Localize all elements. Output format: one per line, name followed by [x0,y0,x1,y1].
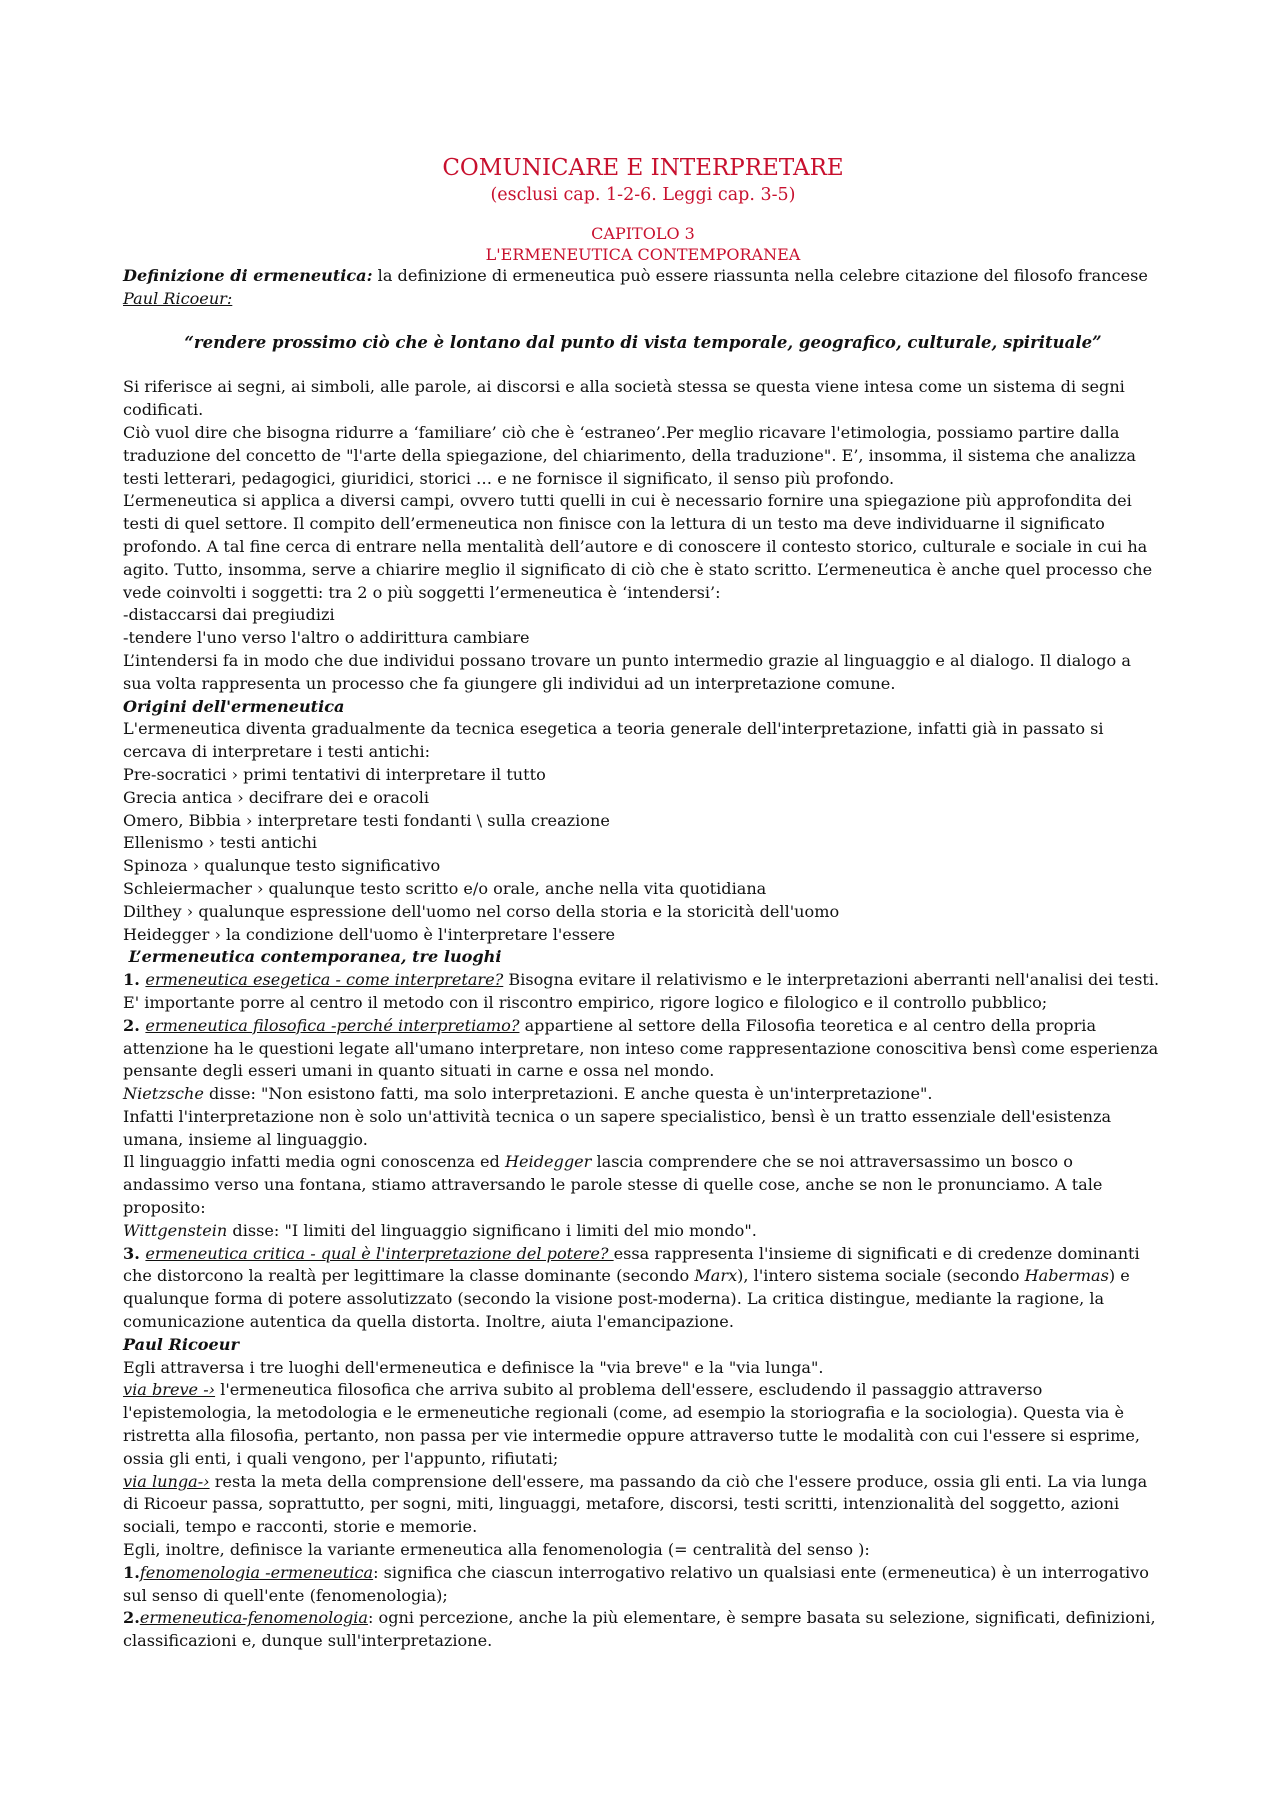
intro-paragraph-3: L’ermeneutica si applica a diversi campi, ovvero tutti quelli in cui è necessario fornire una spiegazione più approfondita dei testi di quel settore. Il compito dell’ermeneutica non finisce con la lettura di un testo ma deve individuarne il significato profondo. A tal fine cerca di entrare nella mentalità dell’autore e di conoscere il contesto storico, culturale e sociale in cui ha agito. Tutto, insomma, serve a chiarire meglio il significato di ciò che è stato scritto. L’ermeneutica è anche quel processo che vede coinvolti i soggetti: tra 2 o più soggetti l’ermeneutica è ‘intendersi’: [123,491,1153,602]
intro-dash-item: -tendere l'uno verso l'altro o addirittura cambiare [123,628,530,648]
wittgenstein-text: disse: "I limiti del linguaggio significano i limiti del mio mondo". [227,1220,757,1240]
via-breve-label: via breve -› [123,1380,216,1400]
chapter-title: L'ERMENEUTICA CONTEMPORANEA [485,245,801,264]
nietzsche-text: disse: "Non esistono fatti, ma solo interpretazioni. E anche questa è un'interpretazione". [203,1084,933,1104]
language-text-a: Il linguaggio infatti media ogni conoscenza ed [123,1152,505,1172]
wittgenstein-name: Wittgenstein [123,1220,228,1240]
document-title: COMUNICARE E INTERPRETARE [442,155,844,181]
ricoeur-quote: “rendere prossimo ciò che è lontano dal punto di vista temporale, geografico, culturale, spirituale” [184,332,1102,352]
via-lunga-paragraph [123,1471,1163,1539]
place-2-paragraph [123,1015,1163,1083]
fenomenologia-2-paragraph [123,1607,1163,1653]
place-2-label: ermeneutica filosofica -perché interpretiamo? [145,1015,520,1035]
origins-heading: Origini dell'ermeneutica [123,696,345,716]
origins-item: Schleiermacher › qualunque testo scritto e/o orale, anche nella vita quotidiana [123,878,767,898]
place-1-paragraph [123,969,1163,1015]
origins-item: Ellenismo › testi antichi [123,833,318,853]
fenomenologia-1-paragraph [123,1562,1163,1608]
intro-dash-item: -distaccarsi dai pregiudizi [123,605,335,625]
place-3-text-c: ) e qualunque forma di potere assolutizzato (secondo la visione post-moderna). La critica distingue, mediante la ragione, la comunicazione autentica da quella distorta. Inoltre, aiuta l'emancipazione. [123,1266,1130,1332]
language-text-b: lascia comprendere che se noi attraversassimo un bosco o andassimo verso una fontana, stiamo attraversando le parole stesse di quelle cose, anche se non le pronunciamo. A tale proposito: [123,1152,1103,1218]
via-breve-paragraph [123,1379,1163,1470]
via-breve-text: l'ermeneutica filosofica che arriva subito al problema dell'essere, escludendo il passaggio attraverso l'epistemologia, la metodologia e le ermeneutiche regionali (come, ad esempio la storiografia e la sociologia). Questa via è ristretta alla filosofia, pertanto, non passa per vie intermedie oppure attraverso tutte le modalità con cui l'essere si esprime, ossia gli enti, i quali vengono, per l'appunto, rifiutati; [123,1380,1141,1468]
fenomenologia-2-label: ermeneutica-fenomenologia [139,1608,368,1628]
origins-list [123,764,1163,946]
origins-item: Dilthey › qualunque espressione dell'uomo nel corso della storia e la storicità dell'uomo [123,901,840,921]
wittgenstein-paragraph [123,1220,1163,1243]
ricoeur-paragraph-1: Egli attraversa i tre luoghi dell'ermeneutica e definisce la "via breve" e la "via lunga". [123,1357,824,1377]
intro-paragraph-1: Si riferisce ai segni, ai simboli, alle parole, ai discorsi e alla società stessa se questa viene intesa come un sistema di segni codificati. [123,377,1125,420]
place-3-text-a: essa rappresenta l'insieme di significati e di credenze dominanti che distorcono la realtà per legittimare la classe dominante (secondo [123,1243,1140,1286]
fenomenologia-2-text: : ogni percezione, anche la più elementare, è sempre basata su selezione, significati, definizioni, classificazioni e, dunque sull'interpretazione. [123,1608,1156,1651]
infatti-paragraph: Infatti l'interpretazione non è solo un'attività tecnica o un sapere specialistico, bensì è un tratto essenziale dell'esistenza umana, insieme al linguaggio. [123,1106,1112,1149]
habermas-name: Habermas [1024,1266,1109,1286]
origins-text: L'ermeneutica diventa gradualmente da tecnica esegetica a teoria generale dell'interpretazione, infatti già in passato si cercava di interpretare i testi antichi: [123,719,1104,762]
chapter-number: CAPITOLO 3 [591,224,695,243]
origins-item: Spinoza › qualunque testo significativo [123,856,441,876]
intro-paragraph-4: L’intendersi fa in modo che due individui possano trovare un punto intermedio grazie al linguaggio e al dialogo. Il dialogo a sua volta rappresenta un processo che fa giungere gli individui ad un interpretazione comune. [123,650,1131,693]
nietzsche-name: Nietzsche [123,1084,204,1104]
place-2-text: appartiene al settore della Filosofia teoretica e al centro della propria attenzione ha le questioni legate all'umano interpretare, non inteso come rappresentazione conoscitiva bensì come esperienza pensante degli esseri umani in quanto situati in carne e ossa nel mondo. [123,1015,1159,1081]
definition-text: la definizione di ermeneutica può essere riassunta nella celebre citazione del filosofo francese [372,266,1148,285]
place-3-text-b: ), l'intero sistema sociale (secondo [737,1266,1025,1286]
fenomenologia-2-number: 2. [123,1608,140,1628]
language-paragraph [123,1151,1163,1219]
definition-paragraph [123,265,1163,311]
origins-item: Grecia antica › decifrare dei e oracoli [123,787,430,807]
origins-item: Pre-socratici › primi tentativi di interpretare il tutto [123,764,546,784]
place-1-number: 1. [123,970,146,990]
fenomenologia-1-text: : significa che ciascun interrogativo relativo un qualsiasi ente (ermeneutica) è un interrogativo sul senso di quell'ente (fenomenologia); [123,1562,1149,1605]
origins-item: Omero, Bibbia › interpretare testi fondanti \ sulla creazione [123,810,610,830]
ricoeur-paragraph-2: Egli, inoltre, definisce la variante ermeneutica alla fenomenologia (= centralità del senso ): [123,1540,870,1560]
definition-label: Definizione di ermeneutica: [123,266,373,285]
ricoeur-heading: Paul Ricoeur [123,1334,239,1354]
place-2-number: 2. [123,1015,146,1035]
via-lunga-text: resta la meta della comprensione dell'essere, ma passando da ciò che l'essere produce, ossia gli enti. La via lunga di Ricoeur passa, soprattutto, per sogni, miti, linguaggi, metafore, discorsi, testi scritti, intenzionalità del soggetto, azioni sociali, tempo e racconti, storie e memorie. [123,1471,1148,1537]
place-3-paragraph [123,1243,1163,1334]
place-1-label: ermeneutica esegetica - come interpretare? [145,970,504,990]
origins-item: Heidegger › la condizione dell'uomo è l'interpretare l'essere [123,924,616,944]
fenomenologia-1-number: 1. [123,1562,140,1582]
heidegger-name: Heidegger [504,1152,592,1172]
definition-author: Paul Ricoeur: [123,288,233,308]
intro-paragraph-2: Ciò vuol dire che bisogna ridurre a ‘familiare’ ciò che è ‘estraneo’.Per meglio ricavare l'etimologia, possiamo partire dalla traduzione del concetto de "l'arte della spiegazione, del chiarimento, della traduzione". E’, insomma, il sistema che analizza testi letterari, pedagogici, giuridici, storici … e ne fornisce il significato, il senso più profondo. [123,422,1136,488]
document-page [123,153,1163,1653]
contemporary-heading: L’ermeneutica contemporanea, tre luoghi [123,947,502,967]
document-subtitle: (esclusi cap. 1-2-6. Leggi cap. 3-5) [490,185,796,205]
fenomenologia-1-label: fenomenologia -ermeneutica [139,1562,374,1582]
place-3-number: 3. [123,1243,146,1263]
nietzsche-paragraph [123,1083,1163,1106]
place-1-text: Bisogna evitare il relativismo e le interpretazioni aberranti nell'analisi dei testi. E' importante porre al centro il metodo con il riscontro empirico, rigore logico e filologico e il controllo pubblico; [123,970,1160,1012]
marx-name: Marx [694,1266,738,1286]
place-3-label: ermeneutica critica - qual è l'interpretazione del potere? [145,1243,614,1263]
via-lunga-label: via lunga-› [123,1471,210,1491]
